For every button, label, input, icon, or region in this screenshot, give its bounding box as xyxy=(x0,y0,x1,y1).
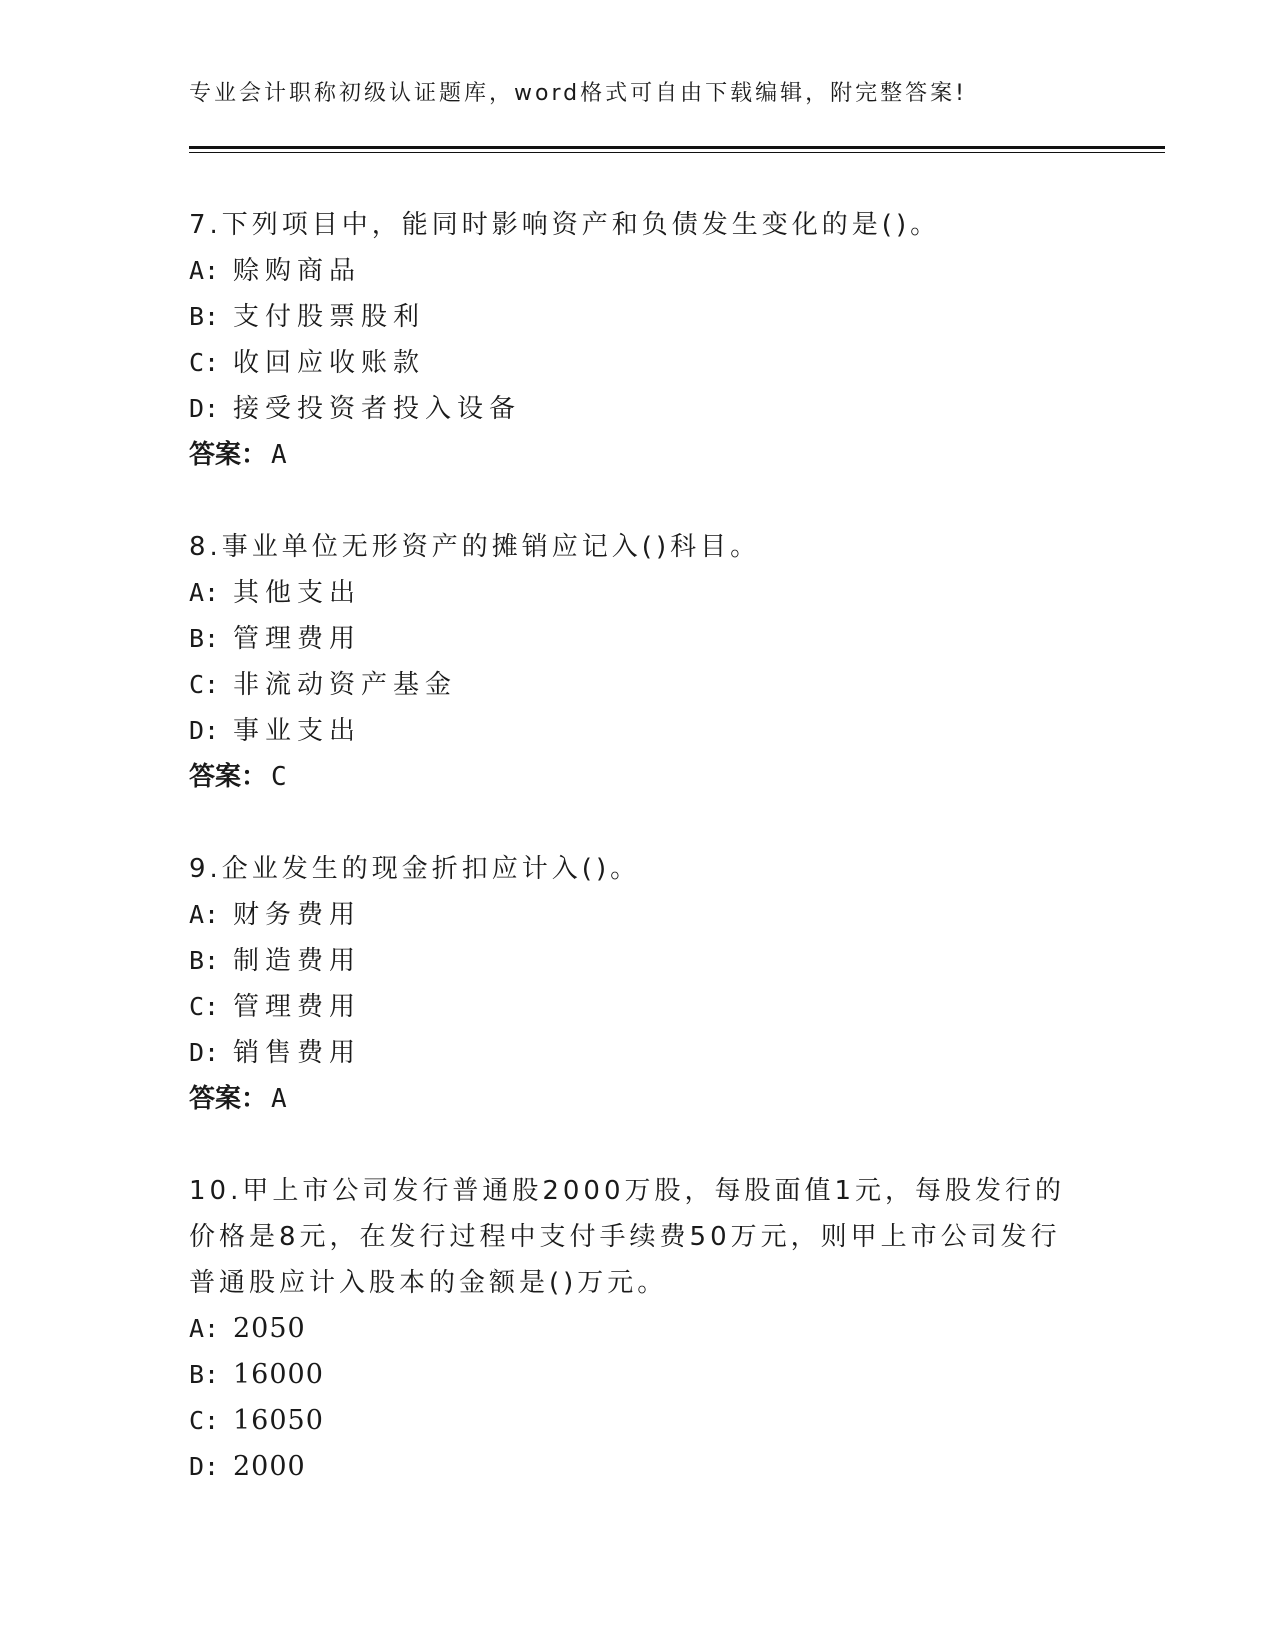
option-text: 管理费用 xyxy=(233,992,362,1022)
answer-value: A xyxy=(271,440,287,470)
option-text: 支付股票股利 xyxy=(233,302,426,332)
header-divider xyxy=(189,146,1165,153)
option-d xyxy=(189,386,1089,432)
answer-value: C xyxy=(271,762,287,792)
option-c xyxy=(189,662,1089,708)
option-text: 16050 xyxy=(233,1405,324,1436)
question-stem: 7.下列项目中，能同时影响资产和负债发生变化的是()。 xyxy=(189,210,941,240)
option-text: 接受投资者投入设备 xyxy=(233,394,522,424)
option-key: C: xyxy=(189,348,220,377)
option-a xyxy=(189,248,1089,294)
option-b xyxy=(189,616,1089,662)
option-key: A: xyxy=(189,578,220,607)
option-b xyxy=(189,938,1089,984)
answer-line xyxy=(189,754,1089,800)
answer-label: 答案： xyxy=(189,1084,268,1114)
option-d xyxy=(189,708,1089,754)
option-b xyxy=(189,294,1089,340)
question-7 xyxy=(189,202,1089,478)
option-text: 2050 xyxy=(233,1313,306,1344)
option-key: D: xyxy=(189,1452,220,1481)
option-key: D: xyxy=(189,394,220,423)
option-key: B: xyxy=(189,624,220,653)
option-key: B: xyxy=(189,302,220,331)
option-d xyxy=(189,1444,1069,1490)
option-c xyxy=(189,984,1089,1030)
option-text: 其他支出 xyxy=(233,578,362,608)
question-9 xyxy=(189,846,1089,1122)
answer-line xyxy=(189,432,1089,478)
question-stem: 8.事业单位无形资产的摊销应记入()科目。 xyxy=(189,532,761,562)
option-key: D: xyxy=(189,716,220,745)
option-text: 非流动资产基金 xyxy=(233,670,458,700)
option-d xyxy=(189,1030,1089,1076)
answer-label: 答案： xyxy=(189,762,268,792)
option-text: 管理费用 xyxy=(233,624,362,654)
option-text: 销售费用 xyxy=(233,1038,362,1068)
option-key: C: xyxy=(189,1406,220,1435)
answer-label: 答案： xyxy=(189,440,268,470)
option-key: A: xyxy=(189,900,220,929)
answer-value: A xyxy=(271,1084,287,1114)
option-c xyxy=(189,340,1089,386)
option-key: C: xyxy=(189,992,220,1021)
option-a xyxy=(189,1306,1069,1352)
question-stem: 9.企业发生的现金折扣应计入()。 xyxy=(189,854,641,884)
option-key: C: xyxy=(189,670,220,699)
answer-line xyxy=(189,1076,1089,1122)
question-8 xyxy=(189,524,1089,800)
option-text: 2000 xyxy=(233,1451,306,1482)
option-text: 16000 xyxy=(233,1359,324,1390)
option-c xyxy=(189,1398,1069,1444)
option-a xyxy=(189,570,1089,616)
option-text: 制造费用 xyxy=(233,946,362,976)
option-key: A: xyxy=(189,1314,220,1343)
option-key: A: xyxy=(189,256,220,285)
option-a xyxy=(189,892,1089,938)
page-header: 专业会计职称初级认证题库，word格式可自由下载编辑，附完整答案! xyxy=(189,81,967,106)
option-key: D: xyxy=(189,1038,220,1067)
option-b xyxy=(189,1352,1069,1398)
option-text: 赊购商品 xyxy=(233,256,362,286)
option-text: 财务费用 xyxy=(233,900,362,930)
question-10 xyxy=(189,1168,1069,1490)
option-key: B: xyxy=(189,946,220,975)
option-text: 收回应收账款 xyxy=(233,348,426,378)
option-text: 事业支出 xyxy=(233,716,362,746)
question-stem: 10.甲上市公司发行普通股2000万股，每股面值1元，每股发行的价格是8元，在发行过程中支付手续费50万元，则甲上市公司发行普通股应计入股本的金额是()万元。 xyxy=(189,1176,1066,1298)
option-key: B: xyxy=(189,1360,220,1389)
